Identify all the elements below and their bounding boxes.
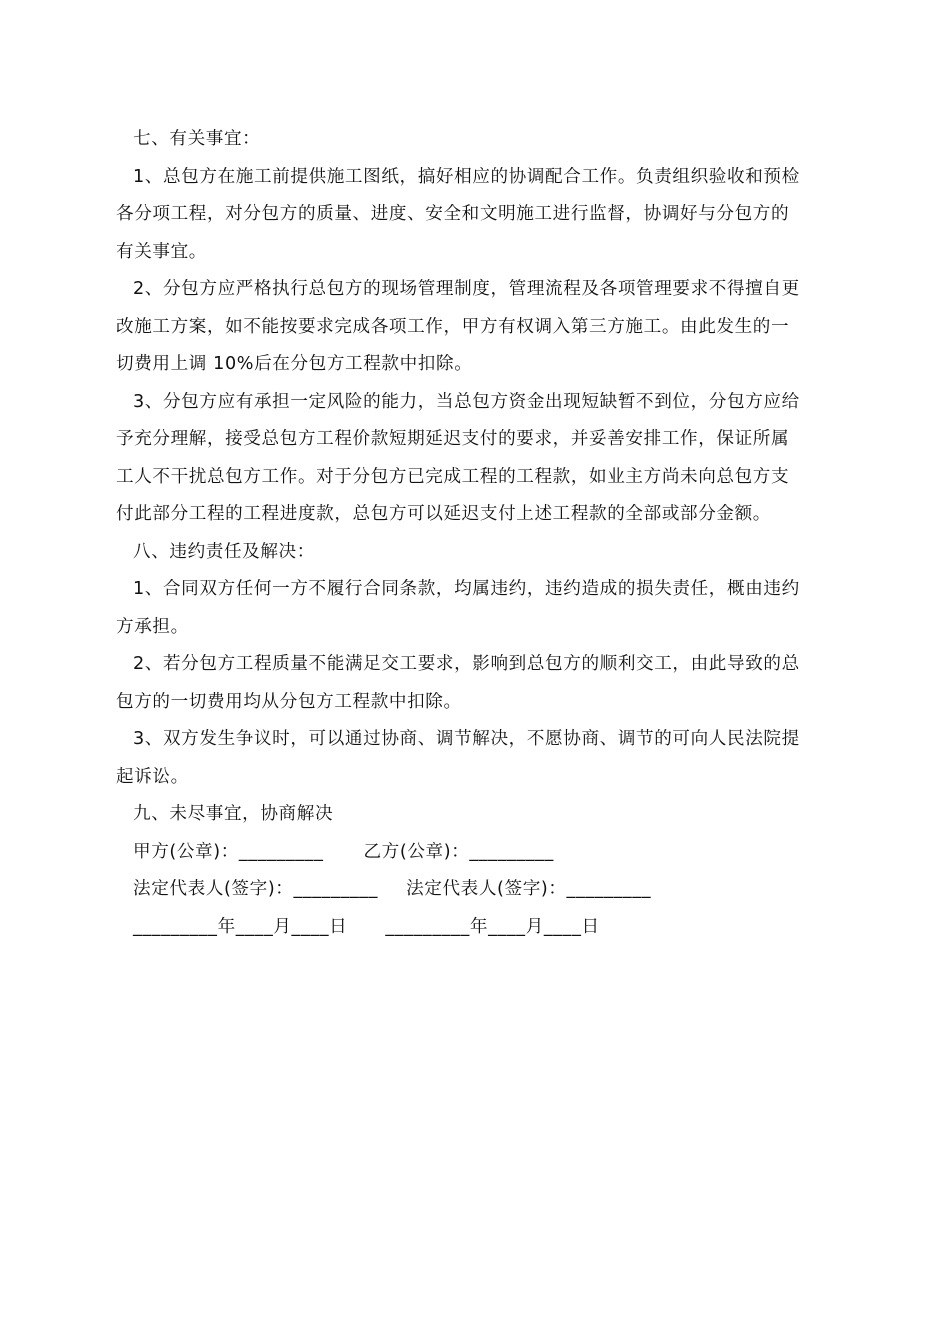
party-b-representative: 法定代表人(签字)：_________	[406, 879, 652, 899]
contract-body	[116, 121, 836, 946]
paragraph-line: 切费用上调 10%后在分包方工程款中扣除。	[116, 354, 473, 374]
paragraph-line: 改施工方案，如不能按要求完成各项工作，甲方有权调入第三方施工。由此发生的一	[116, 316, 790, 337]
section-7-item-3	[116, 384, 836, 534]
paragraph-line: 各分项工程，对分包方的质量、进度、安全和文明施工进行监督，协调好与分包方的	[116, 204, 790, 224]
date-row	[116, 909, 836, 947]
party-a-seal: 甲方(公章)：_________	[133, 841, 324, 862]
paragraph-line: 予充分理解，接受总包方工程价款短期延迟支付的要求，并妥善安排工作，保证所属	[116, 429, 790, 449]
paragraph-line: 1、总包方在施工前提供施工图纸，搞好相应的协调配合工作。负责组织验收和预检	[133, 166, 800, 187]
paragraph-line: 2、若分包方工程质量不能满足交工要求，影响到总包方的顺利交工，由此导致的总	[133, 654, 800, 674]
representative-row	[116, 871, 836, 909]
section-8-heading: 八、违约责任及解决：	[133, 541, 315, 562]
paragraph-line: 3、分包方应有承担一定风险的能力，当总包方资金出现短缺暂不到位，分包方应给	[133, 391, 800, 412]
party-a-date: _________年____月____日	[133, 916, 348, 937]
section-7-item-2	[116, 271, 836, 384]
party-b-seal: 乙方(公章)：_________	[363, 841, 554, 862]
section-8-item-1	[116, 571, 836, 646]
paragraph-line: 起诉讼。	[116, 766, 189, 787]
paragraph-line: 有关事宜。	[116, 241, 207, 262]
paragraph-line: 2、分包方应严格执行总包方的现场管理制度，管理流程及各项管理要求不得擅自更	[133, 279, 800, 299]
paragraph-line: 付此部分工程的工程进度款，总包方可以延迟支付上述工程款的全部或部分金额。	[116, 504, 771, 524]
paragraph-line: 1、合同双方任何一方不履行合同条款，均属违约，违约造成的损失责任，概由违约	[133, 579, 800, 599]
section-8-item-2	[116, 646, 836, 721]
party-a-representative: 法定代表人(签字)：_________	[133, 879, 379, 899]
party-b-date: _________年____月____日	[385, 916, 600, 937]
paragraph-line: 3、双方发生争议时，可以通过协商、调节解决，不愿协商、调节的可向人民法院提	[133, 729, 800, 749]
section-7-item-1	[116, 159, 836, 272]
seal-row	[116, 834, 836, 872]
section-8-item-3	[116, 721, 836, 796]
paragraph-line: 方承担。	[116, 616, 189, 637]
section-7-heading: 七、有关事宜：	[133, 129, 261, 149]
paragraph-line: 包方的一切费用均从分包方工程款中扣除。	[116, 691, 462, 712]
paragraph-line: 工人不干扰总包方工作。对于分包方已完成工程的工程款，如业主方尚未向总包方支	[116, 466, 790, 487]
section-9-heading: 九、未尽事宜，协商解决	[133, 804, 334, 824]
